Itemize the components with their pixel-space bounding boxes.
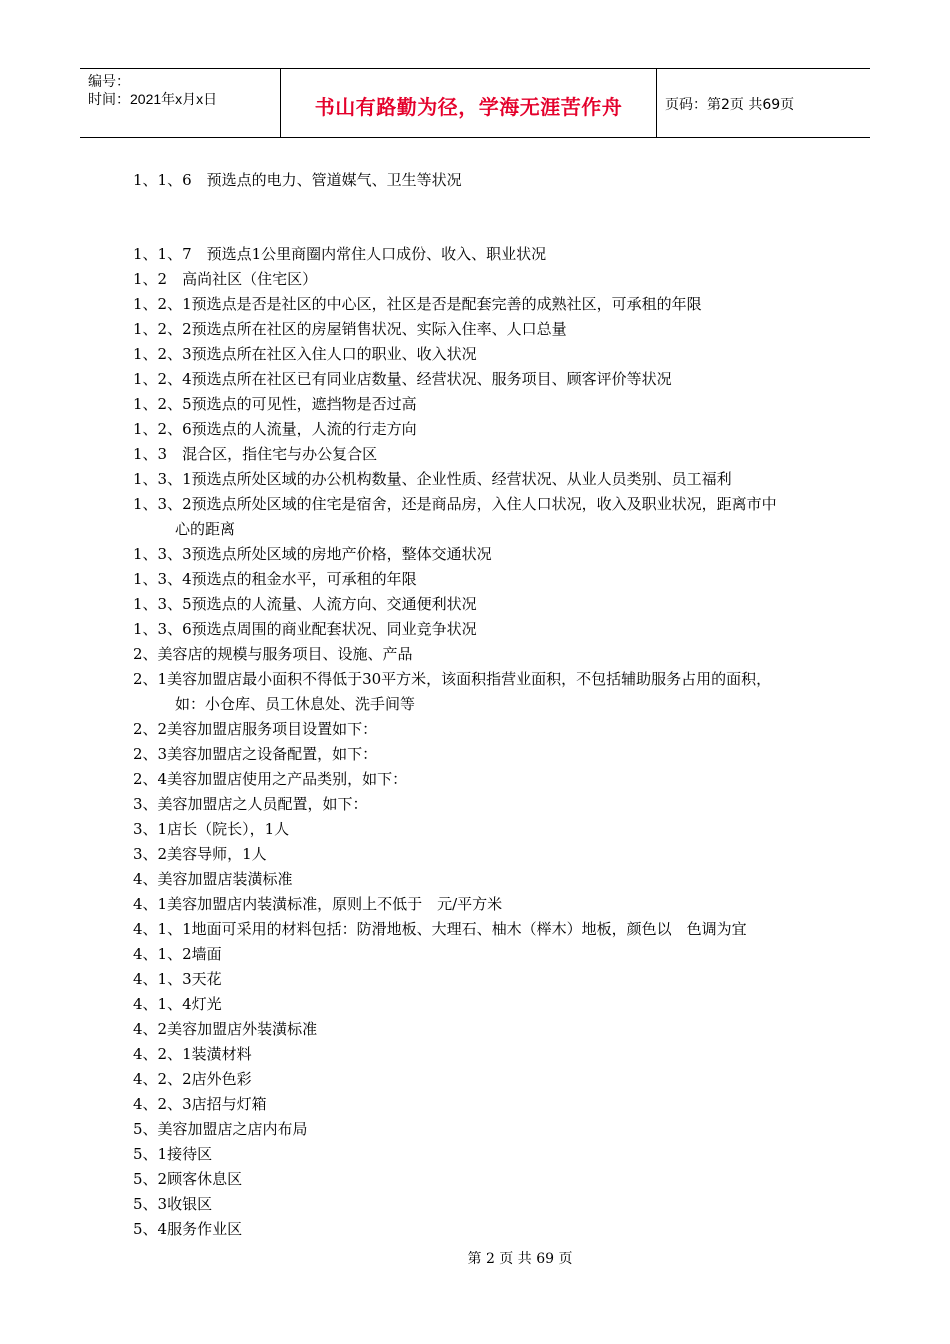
body-line-continuation: 如：小仓库、员工休息处、洗手间等 <box>175 695 416 713</box>
body-line: 1、2、3预选点所在社区入住人口的职业、收入状况 <box>133 345 477 363</box>
body-line: 5、3收银区 <box>133 1195 213 1213</box>
body-line: 4、1、1地面可采用的材料包括：防滑地板、大理石、柚木（榉木）地板，颜色以 色调为宜 <box>133 920 747 938</box>
header-page-cell <box>657 69 870 137</box>
body-line: 2、4美容加盟店使用之产品类别，如下： <box>133 770 408 788</box>
body-line: 1、3、3预选点所处区域的房地产价格，整体交通状况 <box>133 545 492 563</box>
body-line-continuation: 心的距离 <box>175 520 236 538</box>
body-line: 1、3 混合区，指住宅与办公复合区 <box>133 445 378 463</box>
body-line: 5、1接待区 <box>133 1145 213 1163</box>
header-page-info: 页码：第2页 共69页 <box>665 96 795 113</box>
body-line: 1、3、6预选点周围的商业配套状况、同业竞争状况 <box>133 620 477 638</box>
body-line: 4、1、4灯光 <box>133 995 222 1013</box>
body-line: 1、2、4预选点所在社区已有同业店数量、经营状况、服务项目、顾客评价等状况 <box>133 370 672 388</box>
body-line: 1、3、2预选点所处区域的住宅是宿舍，还是商品房，入住人口状况，收入及职业状况，距离市中 <box>133 495 777 513</box>
page-footer <box>0 1248 950 1268</box>
body-line: 1、2、1预选点是否是社区的中心区，社区是否是配套完善的成熟社区，可承租的年限 <box>133 295 702 313</box>
body-line: 4、1、3天花 <box>133 970 222 988</box>
body-line: 4、1、2墙面 <box>133 945 222 963</box>
body-line: 4、1美容加盟店内装潢标准，原则上不低于 元/平方米 <box>133 895 503 913</box>
footer-page-number: 第 2 页 共 69 页 <box>467 1251 573 1267</box>
body-line: 2、3美容加盟店之设备配置，如下： <box>133 745 378 763</box>
header-motto: 书山有路勤为径，学海无涯苦作舟 <box>314 94 623 119</box>
body-line: 1、2、5预选点的可见性，遮挡物是否过高 <box>133 395 417 413</box>
body-line: 4、美容加盟店装潢标准 <box>133 870 293 888</box>
body-line: 2、美容店的规模与服务项目、设施、产品 <box>133 645 413 663</box>
body-line: 5、2顾客休息区 <box>133 1170 243 1188</box>
page-header <box>80 68 870 138</box>
body-line: 1、3、5预选点的人流量、人流方向、交通便利状况 <box>133 595 477 613</box>
body-line: 2、1美容加盟店最小面积不得低于30平方米，该面积指营业面积，不包括辅助服务占用的面积， <box>133 670 772 688</box>
body-line: 1、2、2预选点所在社区的房屋销售状况、实际入住率、人口总量 <box>133 320 567 338</box>
body-line: 3、2美容导师，1人 <box>133 845 267 863</box>
body-line: 4、2、3店招与灯箱 <box>133 1095 267 1113</box>
body-line: 1、3、4预选点的租金水平，可承租的年限 <box>133 570 417 588</box>
body-line: 5、美容加盟店之店内布局 <box>133 1120 308 1138</box>
body-line: 1、1、7 预选点1公里商圈内常住人口成份、收入、职业状况 <box>133 245 547 263</box>
body-line: 3、美容加盟店之人员配置，如下： <box>133 795 368 813</box>
body-line: 4、2美容加盟店外装潢标准 <box>133 1020 318 1038</box>
body-line: 1、2 高尚社区（住宅区） <box>133 270 318 288</box>
body-line: 1、1、6 预选点的电力、管道媒气、卫生等状况 <box>133 171 462 189</box>
body-line: 2、2美容加盟店服务项目设置如下： <box>133 720 378 738</box>
body-line: 4、2、2店外色彩 <box>133 1070 252 1088</box>
document-number-label: 编号： <box>88 73 130 89</box>
body-line: 5、4服务作业区 <box>133 1220 243 1238</box>
header-motto-cell <box>281 69 657 137</box>
body-line: 1、2、6预选点的人流量，人流的行走方向 <box>133 420 417 438</box>
header-meta-cell <box>80 69 281 137</box>
document-time-label: 时间：2021年x月x日 <box>88 91 218 107</box>
body-line: 1、3、1预选点所处区域的办公机构数量、企业性质、经营状况、从业人员类别、员工福利 <box>133 470 732 488</box>
body-line: 3、1店长（院长），1人 <box>133 820 290 838</box>
body-line: 4、2、1装潢材料 <box>133 1045 252 1063</box>
